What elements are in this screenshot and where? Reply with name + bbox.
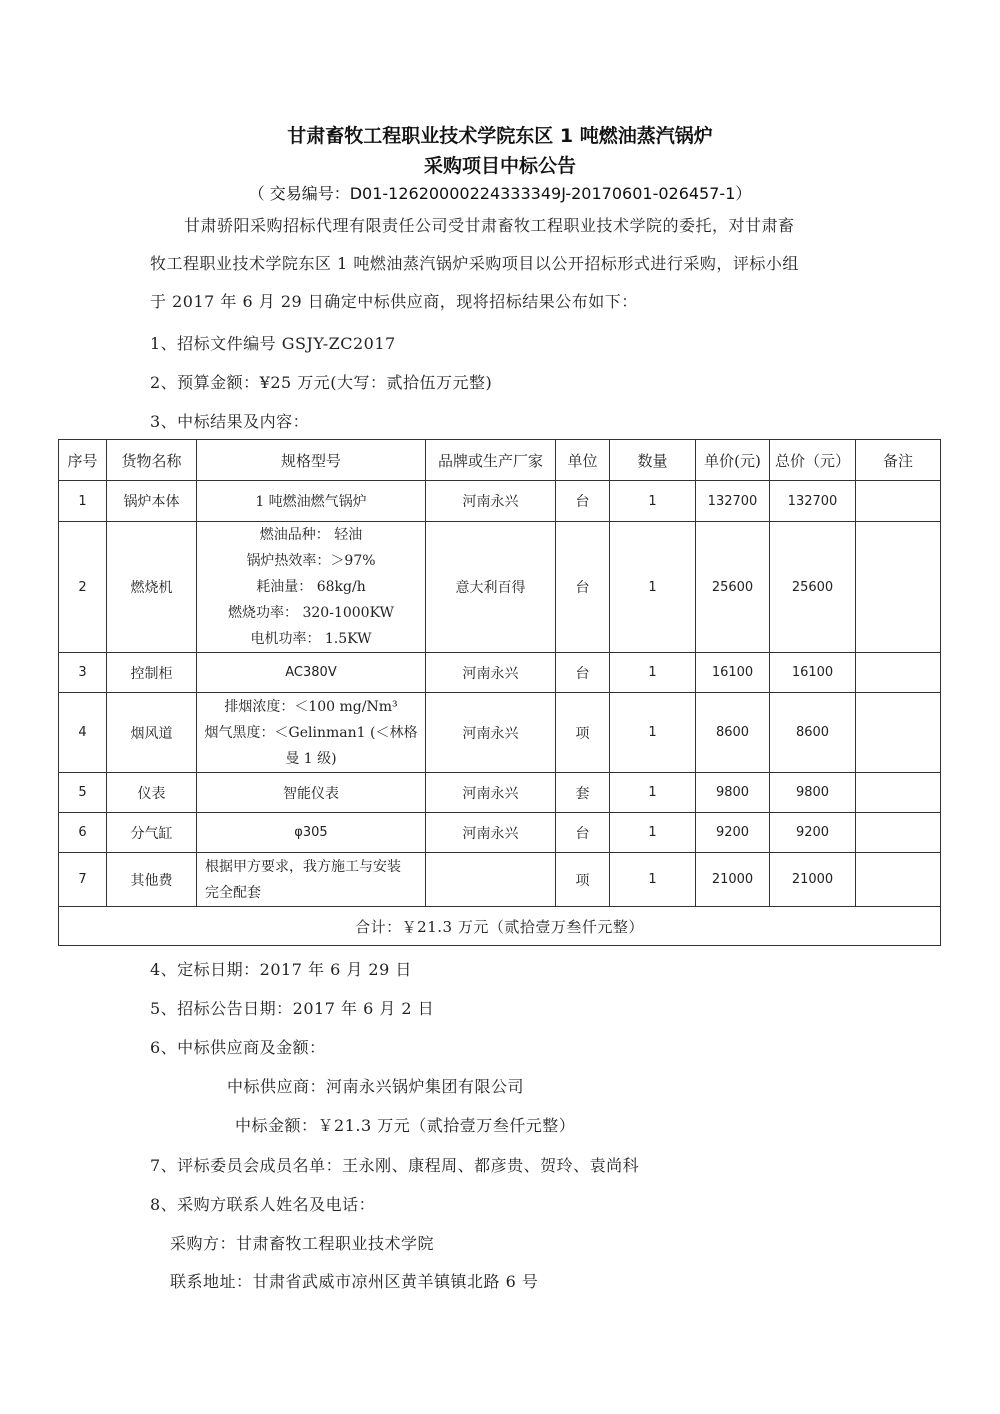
cell-unit: 台 xyxy=(556,813,610,853)
cell-no: 5 xyxy=(59,773,107,813)
cell-note xyxy=(856,693,941,773)
intro-line-1: 甘肃骄阳采购招标代理有限责任公司受甘肃畜牧工程职业技术学院的委托，对甘肃畜 xyxy=(184,216,795,235)
transaction-number: （ 交易编号：D01-12620000224333349J-20170601-026457-1） xyxy=(248,184,752,203)
cell-spec: φ305 xyxy=(197,813,426,853)
cell-name: 锅炉本体 xyxy=(107,481,197,522)
header-unit: 单位 xyxy=(556,440,610,481)
cell-no: 2 xyxy=(59,522,107,653)
cell-qty: 1 xyxy=(610,813,696,853)
table-row xyxy=(59,653,941,693)
table-row xyxy=(59,773,941,813)
spec-line: 根据甲方要求，我方施工与安装 xyxy=(205,858,401,875)
cell-no: 1 xyxy=(59,481,107,522)
cell-qty: 1 xyxy=(610,481,696,522)
cell-total: 25600 xyxy=(770,522,856,653)
spec-line: 耗油量： 68kg/h xyxy=(256,579,366,595)
item-award-date: 4、定标日期：2017 年 6 月 29 日 xyxy=(150,960,412,979)
cell-note xyxy=(856,853,941,907)
cell-name: 烟风道 xyxy=(107,693,197,773)
cell-total: 8600 xyxy=(770,693,856,773)
cell-price: 21000 xyxy=(696,853,770,907)
intro-line-3: 于 2017 年 6 月 29 日确定中标供应商，现将招标结果公布如下： xyxy=(150,292,638,311)
cell-qty: 1 xyxy=(610,853,696,907)
header-total: 总价（元） xyxy=(770,440,856,481)
winning-amount: 中标金额：￥21.3 万元（贰拾壹万叁仟元整） xyxy=(235,1116,576,1135)
cell-spec: AC380V xyxy=(197,653,426,693)
cell-note xyxy=(856,481,941,522)
item-result-heading: 3、中标结果及内容： xyxy=(150,412,310,431)
cell-note xyxy=(856,773,941,813)
cell-unit: 套 xyxy=(556,773,610,813)
spec-line: 排烟浓度：＜100 mg/Nm³ xyxy=(224,698,398,715)
table-total-row xyxy=(59,907,941,946)
cell-note xyxy=(856,522,941,653)
cell-qty: 1 xyxy=(610,773,696,813)
cell-qty: 1 xyxy=(610,693,696,773)
cell-brand: 河南永兴 xyxy=(426,773,556,813)
cell-brand: 意大利百得 xyxy=(426,522,556,653)
intro-paragraph xyxy=(150,207,870,321)
cell-price: 16100 xyxy=(696,653,770,693)
cell-unit: 项 xyxy=(556,693,610,773)
cell-sum: 合计：￥21.3 万元（贰拾壹万叁仟元整） xyxy=(59,907,941,946)
cell-price: 9200 xyxy=(696,813,770,853)
cell-total: 9200 xyxy=(770,813,856,853)
award-table xyxy=(58,439,941,946)
cell-brand xyxy=(426,853,556,907)
table-row xyxy=(59,693,941,773)
purchaser-address: 联系地址：甘肃省武威市凉州区黄羊镇镇北路 6 号 xyxy=(170,1272,539,1291)
item-committee: 7、评标委员会成员名单：王永刚、康程周、都彦贵、贺玲、袁尚科 xyxy=(150,1156,640,1175)
cell-brand: 河南永兴 xyxy=(426,813,556,853)
cell-name: 控制柜 xyxy=(107,653,197,693)
cell-total: 9800 xyxy=(770,773,856,813)
spec-line: 锅炉热效率：＞97% xyxy=(246,553,376,569)
cell-price: 8600 xyxy=(696,693,770,773)
header-brand: 品牌或生产厂家 xyxy=(426,440,556,481)
table-row xyxy=(59,853,941,907)
cell-spec: 1 吨燃油燃气锅炉 xyxy=(197,481,426,522)
item-contact-heading: 8、采购方联系人姓名及电话： xyxy=(150,1195,376,1214)
cell-price: 9800 xyxy=(696,773,770,813)
cell-no: 7 xyxy=(59,853,107,907)
cell-unit: 台 xyxy=(556,522,610,653)
table-row xyxy=(59,481,941,522)
header-qty: 数量 xyxy=(610,440,696,481)
spec-line: 烟气黑度：＜Gelinman1 (＜林格 xyxy=(204,724,418,741)
cell-no: 4 xyxy=(59,693,107,773)
cell-qty: 1 xyxy=(610,522,696,653)
header-price: 单价(元) xyxy=(696,440,770,481)
cell-unit: 台 xyxy=(556,481,610,522)
cell-brand: 河南永兴 xyxy=(426,481,556,522)
table-row xyxy=(59,813,941,853)
cell-name: 燃烧机 xyxy=(107,522,197,653)
cell-total: 21000 xyxy=(770,853,856,907)
winning-supplier: 中标供应商：河南永兴锅炉集团有限公司 xyxy=(227,1077,525,1096)
cell-no: 3 xyxy=(59,653,107,693)
cell-name: 仪表 xyxy=(107,773,197,813)
item-supplier-heading: 6、中标供应商及金额： xyxy=(150,1038,326,1057)
spec-line: 曼 1 级) xyxy=(285,750,337,767)
item-budget: 2、预算金额：¥25 万元(大写：贰拾伍万元整) xyxy=(150,373,493,392)
cell-price: 25600 xyxy=(696,522,770,653)
header-note: 备注 xyxy=(856,440,941,481)
doc-title-line1: 甘肃畜牧工程职业技术学院东区 1 吨燃油蒸汽锅炉 xyxy=(287,125,713,147)
spec-line: 电机功率： 1.5KW xyxy=(250,631,372,647)
cell-price: 132700 xyxy=(696,481,770,522)
cell-brand: 河南永兴 xyxy=(426,693,556,773)
cell-total: 132700 xyxy=(770,481,856,522)
cell-unit: 台 xyxy=(556,653,610,693)
header-spec: 规格型号 xyxy=(197,440,426,481)
spec-line: 燃烧功率： 320-1000KW xyxy=(228,605,394,621)
intro-line-2: 牧工程职业技术学院东区 1 吨燃油蒸汽锅炉采购项目以公开招标形式进行采购，评标小组 xyxy=(150,254,799,273)
cell-note xyxy=(856,653,941,693)
header-no: 序号 xyxy=(59,440,107,481)
cell-note xyxy=(856,813,941,853)
item-announcement-date: 5、招标公告日期：2017 年 6 月 2 日 xyxy=(150,999,435,1018)
cell-brand: 河南永兴 xyxy=(426,653,556,693)
cell-total: 16100 xyxy=(770,653,856,693)
cell-spec: 智能仪表 xyxy=(197,773,426,813)
spec-line: 燃油品种： 轻油 xyxy=(259,527,363,543)
cell-spec xyxy=(197,693,426,773)
header-name: 货物名称 xyxy=(107,440,197,481)
cell-spec xyxy=(197,522,426,653)
purchaser-name: 采购方：甘肃畜牧工程职业技术学院 xyxy=(170,1234,435,1253)
doc-title-line2: 采购项目中标公告 xyxy=(423,155,576,177)
cell-no: 6 xyxy=(59,813,107,853)
cell-name: 其他费 xyxy=(107,853,197,907)
cell-unit: 项 xyxy=(556,853,610,907)
item-tender-doc-no: 1、招标文件编号 GSJY-ZC2017 xyxy=(150,334,396,353)
cell-name: 分气缸 xyxy=(107,813,197,853)
table-row xyxy=(59,522,941,653)
table-header-row xyxy=(59,440,941,481)
cell-spec xyxy=(197,853,426,907)
cell-qty: 1 xyxy=(610,653,696,693)
spec-line: 完全配套 xyxy=(205,884,261,901)
